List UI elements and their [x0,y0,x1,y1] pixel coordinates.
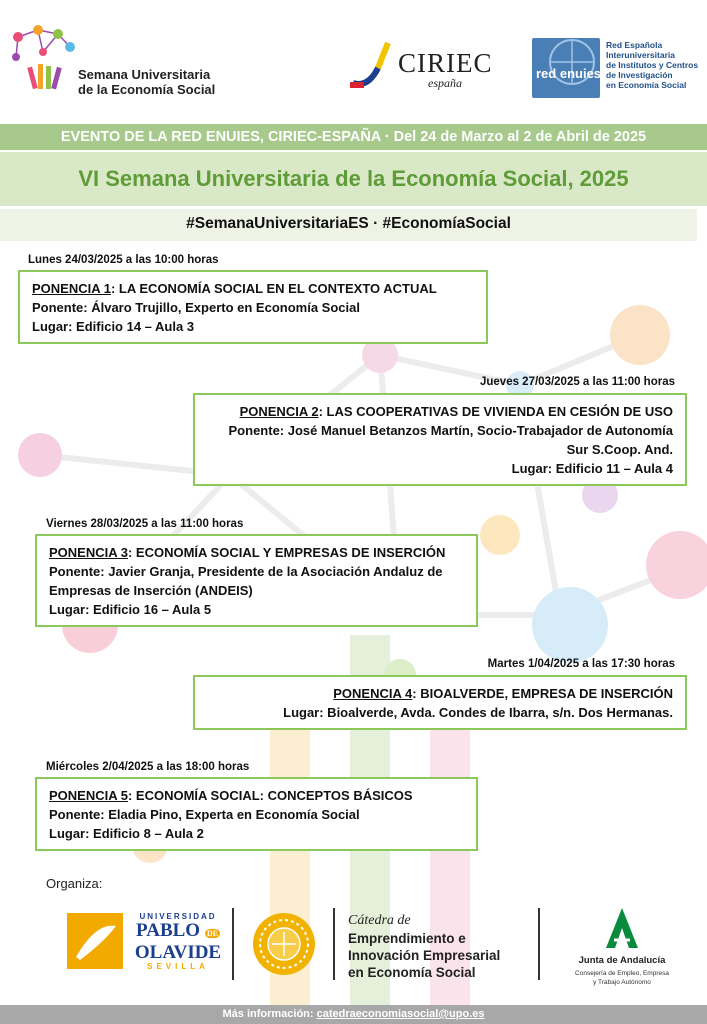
session-4-title: : BIOALVERDE, EMPRESA DE INSERCIÓN [412,686,673,701]
session-1-title: : LA ECONOMÍA SOCIAL EN EL CONTEXTO ACTUAL [110,281,437,296]
session-2-date: Jueves 27/03/2025 a las 11:00 horas [479,376,675,388]
junta-sub1: Consejería de Empleo, Empresa [575,970,669,977]
contact-email-link[interactable]: catedraeconomiasocial@upo.es [316,1008,485,1020]
session-2-card [193,393,687,486]
upo-name-1: PABLO [136,920,201,941]
separator [333,908,335,980]
enuies-line3: de Institutos y Centros [606,60,699,70]
globe-icon [532,38,600,98]
ciriec-name: CIRIEC [398,48,493,78]
session-5-speaker: Ponente: Eladia Pino, Experta en Economía Social [49,807,360,822]
ciriec-subtitle: españa [428,76,462,90]
junta-andalucia-logo [547,906,697,987]
junta-name: Junta de Andalucía [578,955,666,966]
upo-top-text: UNIVERSIDAD [139,912,217,921]
session-5-label: PONENCIA 5 [49,788,128,803]
enuies-badge-text: red enuies [536,66,600,81]
footer-info [0,1005,707,1024]
enuies-line5: en Economía Social [606,80,687,90]
event-banner: EVENTO DE LA RED ENUIES, CIRIEC-ESPAÑA · Del 24 de Marzo al 2 de Abril de 2025 [0,124,707,150]
footer-label: Más información: [222,1008,314,1020]
upo-emblem-icon [66,912,124,970]
enuies-line4: de Investigación [606,70,673,80]
session-5-place: Lugar: Edificio 8 – Aula 2 [49,826,204,841]
separator [538,908,540,980]
session-5-card [35,777,478,851]
session-2-title: : LAS COOPERATIVAS DE VIVIENDA EN CESIÓN DE USO [318,404,673,419]
session-3-label: PONENCIA 3 [49,545,128,560]
session-1-speaker: Ponente: Álvaro Trujillo, Experto en Economía Social [32,300,360,315]
session-4-date: Martes 1/04/2025 a las 17:30 horas [487,658,675,670]
session-4-card [193,675,687,730]
organizers-heading: Organiza: [46,876,103,891]
enuies-badge [532,38,600,98]
session-4-place: Lugar: Bioalverde, Avda. Condes de Ibarra, s/n. Dos Hermanas. [283,705,673,720]
ciriec-logo [348,38,508,93]
event-title: VI Semana Universitaria de la Economía Social, 2025 [0,152,707,206]
session-2-place: Lugar: Edificio 11 – Aula 4 [511,461,673,476]
upo-logo [66,912,226,978]
session-4-label: PONENCIA 4 [333,686,413,701]
hashtags: #SemanaUniversitariaES · #EconomíaSocial [0,209,697,241]
session-3-date: Viernes 28/03/2025 a las 11:00 horas [46,518,244,530]
session-5-title: : ECONOMÍA SOCIAL: CONCEPTOS BÁSICOS [127,788,413,803]
enuies-line1: Red Española [606,40,663,50]
catedra-line1: Cátedra de [348,913,411,928]
red-enuies-logo [532,38,702,100]
seal-icon [246,911,322,977]
session-3-card [35,534,478,627]
session-5-date: Miércoles 2/04/2025 a las 18:00 horas [46,761,250,773]
junta-sub2: y Trabajo Autónomo [593,979,651,986]
junta-andalucia-emblem-icon [604,906,640,950]
catedra-line2: Emprendimiento e [348,931,466,946]
upo-name-2: OLAVIDE [134,942,222,963]
separator [232,908,234,980]
session-1-card [18,270,488,344]
university-seal-logo [246,911,322,977]
session-2-label: PONENCIA 2 [239,404,319,419]
sus-logo-line2: de la Economía Social [78,82,216,97]
upo-bottom-text: SEVILLA [147,962,209,971]
session-3-place: Lugar: Edificio 16 – Aula 5 [49,602,212,617]
session-2-speaker-cont: Sur S.Coop. And. [566,442,673,457]
session-1-date: Lunes 24/03/2025 a las 10:00 horas [28,254,219,266]
session-3-title: : ECONOMÍA SOCIAL Y EMPRESAS DE INSERCIÓN [127,545,446,560]
upo-de: DE [206,929,218,938]
session-2-speaker: Ponente: José Manuel Betanzos Martín, Socio-Trabajador de Autonomía [228,423,673,438]
session-1-label: PONENCIA 1 [32,281,111,296]
ciriec-mark-icon [348,38,398,93]
session-1-place: Lugar: Edificio 14 – Aula 3 [32,319,195,334]
sus-logo-line1: Semana Universitaria [78,67,211,82]
session-3-speaker: Ponente: Javier Granja, Presidente de la Asociación Andaluz de [49,564,443,579]
catedra-logo [348,912,533,981]
session-3-speaker-cont: Empresas de Inserción (ANDEIS) [49,583,253,598]
network-people-icon [8,22,78,92]
semana-universitaria-logo [8,22,228,97]
catedra-line3: Innovación Empresarial [348,948,501,963]
enuies-line2: Interuniversitaria [606,50,675,60]
catedra-line4: en Economía Social [348,965,476,980]
